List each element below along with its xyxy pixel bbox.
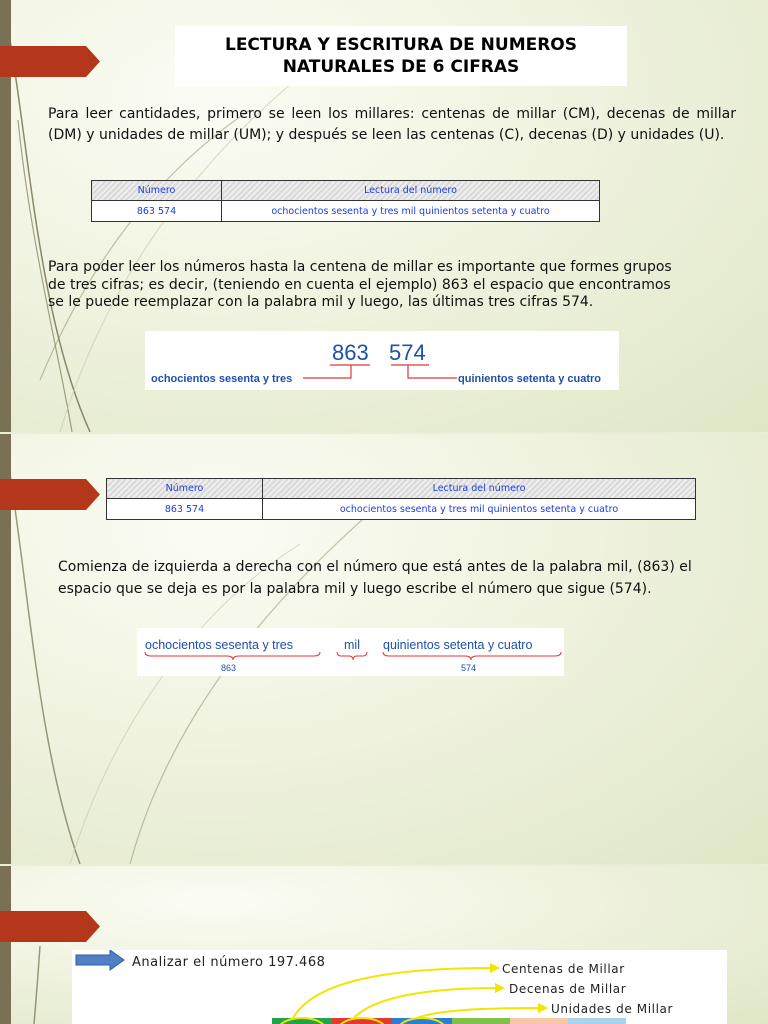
digit-cell-4 xyxy=(452,1018,510,1024)
brace-2 xyxy=(337,652,367,660)
slide-1 xyxy=(0,0,768,432)
arrow-tab xyxy=(0,479,100,510)
table-header-row xyxy=(92,181,600,201)
yellow-arrow-head-1 xyxy=(490,963,500,973)
digit-cell-6 xyxy=(568,1018,626,1024)
label-unidades-millar: Unidades de Millar xyxy=(551,1002,674,1016)
arrow-right-icon xyxy=(76,950,124,970)
table-cell-number: 863 574 xyxy=(92,201,222,222)
page-title xyxy=(175,26,627,86)
arrow-tab xyxy=(0,46,100,77)
figure-part-mil: mil xyxy=(344,638,360,652)
column-header: Lectura del número xyxy=(222,181,600,201)
number-reading-table-2 xyxy=(106,478,696,520)
writing-paragraph: Comienza de izquierda a derecha con el número que está antes de la palabra mil, (863) el espacio que se deja es por la palabra mil y luego escribe el número que sigue (574). xyxy=(58,559,692,597)
figure-label-left: ochocientos sesenta y tres xyxy=(151,373,293,385)
table-row xyxy=(92,201,600,222)
table-cell-reading: ochocientos sesenta y tres mil quinientos setenta y cuatro xyxy=(222,201,600,222)
digit-cell-5 xyxy=(510,1018,568,1024)
label-decenas-millar: Decenas de Millar xyxy=(509,982,627,996)
title-line-1: LECTURA Y ESCRITURA DE NUMEROS xyxy=(224,35,578,55)
yellow-arrow-head-3 xyxy=(538,1003,548,1013)
figure-heading: Analizar el número 197.468 xyxy=(132,955,326,970)
bracket-left xyxy=(303,365,370,378)
yellow-arrow-head-2 xyxy=(495,983,505,993)
table-header-row xyxy=(107,479,696,499)
figure-number-574: 574 xyxy=(389,340,426,365)
figure-label-right: quinientos setenta y cuatro xyxy=(458,373,602,385)
brace-1 xyxy=(145,652,320,660)
grouping-paragraph: Para poder leer los números hasta la centena de millar es importante que formes grupos de tres cifras; es decir, (teniendo en cuenta el ejemplo) 863 el espacio que encontramos se le puede reemplazar con la palabra mil y luego, las últimas tres cifras 574. xyxy=(48,259,672,310)
figure-number-863: 863 xyxy=(332,340,369,365)
intro-paragraph: Para leer cantidades, primero se leen los millares: centenas de millar (CM), decenas de millar (DM) y unidades de millar (UM); y después se leen las centenas (C), decenas (D) y unidades (U). xyxy=(48,106,736,143)
left-accent-bar xyxy=(0,866,11,1024)
word-parts-figure xyxy=(137,628,564,676)
figure-num-863: 863 xyxy=(221,663,237,673)
yellow-arrow-1 xyxy=(292,968,492,1020)
table-cell-number: 863 574 xyxy=(107,499,263,520)
bracket-right xyxy=(391,365,457,378)
figure-part-3: quinientos setenta y cuatro xyxy=(383,638,533,652)
number-split-figure xyxy=(145,331,619,390)
arrow-tab xyxy=(0,911,100,942)
figure-part-1: ochocientos sesenta y tres xyxy=(145,638,293,652)
place-value-figure xyxy=(72,950,727,1024)
brace-3 xyxy=(383,652,561,660)
column-header: Lectura del número xyxy=(263,479,696,499)
column-header: Número xyxy=(92,181,222,201)
table-cell-reading: ochocientos sesenta y tres mil quinientos setenta y cuatro xyxy=(263,499,696,520)
number-reading-table xyxy=(91,180,600,222)
table-row xyxy=(107,499,696,520)
column-header: Número xyxy=(107,479,263,499)
label-centenas-millar: Centenas de Millar xyxy=(502,962,625,976)
title-line-2: NATURALES DE 6 CIFRAS xyxy=(282,57,520,77)
figure-num-574: 574 xyxy=(461,663,477,673)
